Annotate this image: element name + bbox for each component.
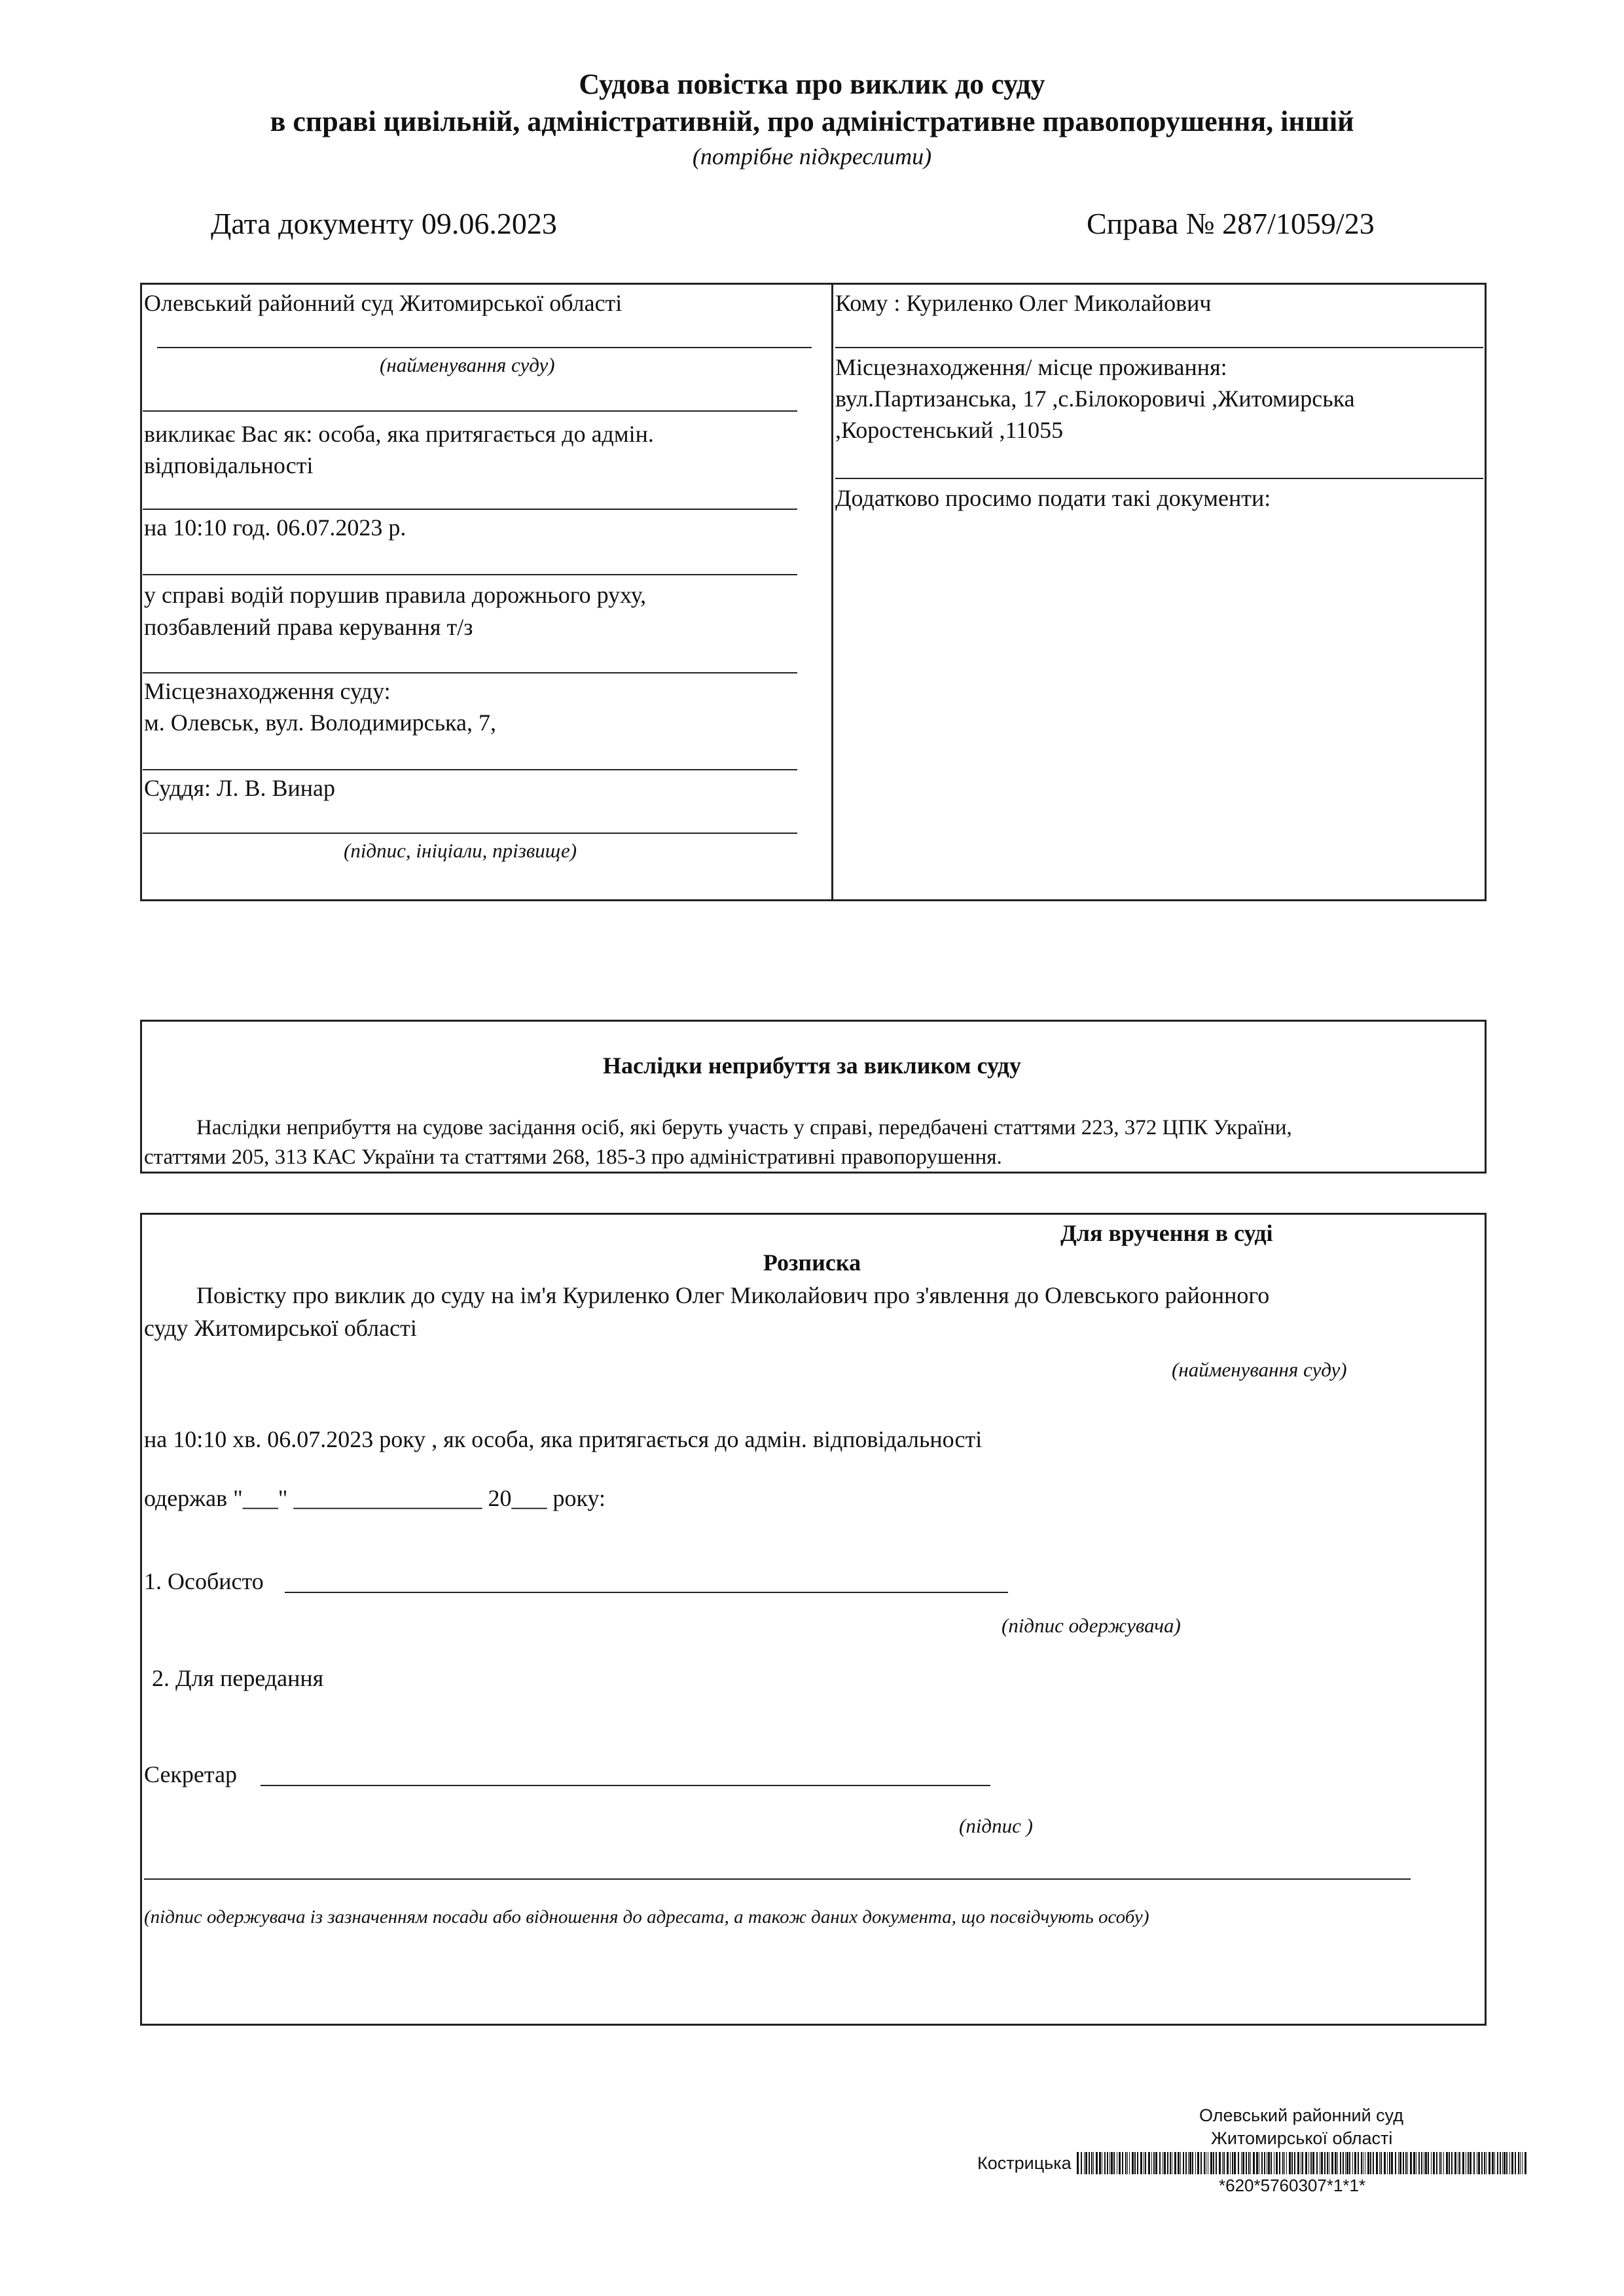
receipt-time-line: на 10:10 хв. 06.07.2023 року , як особа, яка притягається до адмін. відповідальності xyxy=(144,1426,983,1452)
barcode-bar xyxy=(1271,2152,1272,2174)
barcode-bar xyxy=(1506,2152,1507,2174)
barcode-bar xyxy=(1242,2152,1244,2174)
barcode-bar xyxy=(1189,2152,1191,2174)
hearing-time: на 10:10 год. 06.07.2023 р. xyxy=(144,514,406,541)
receipt-text: Повістку про виклик до суду на ім'я Куриленко Олег Миколайович про з'явлення до Олевського районного xyxy=(196,1282,1270,1308)
barcode-bar xyxy=(1294,2152,1295,2174)
barcode-bar xyxy=(1113,2152,1115,2174)
barcode xyxy=(1077,2152,1530,2174)
barcode-bar xyxy=(1137,2152,1138,2174)
stamp-region: Житомирської області xyxy=(1211,2128,1393,2148)
barcode-bar xyxy=(1410,2152,1412,2174)
barcode-bar xyxy=(1081,2152,1082,2174)
barcode-bar xyxy=(1134,2152,1136,2174)
barcode-bar xyxy=(1343,2152,1344,2174)
stamp-court-name: Олевський районний суд xyxy=(1199,2106,1404,2125)
received-date-line: одержав "___" ________________ 20___ року: xyxy=(144,1485,606,1511)
barcode-bar xyxy=(1367,2152,1369,2174)
barcode-bar xyxy=(1451,2152,1453,2174)
barcode-bar xyxy=(1227,2152,1229,2174)
barcode-bar xyxy=(1443,2152,1444,2174)
barcode-bar xyxy=(1210,2152,1212,2174)
barcode-bar xyxy=(1127,2152,1128,2174)
barcode-bar xyxy=(1197,2152,1199,2174)
barcode-bar xyxy=(1122,2152,1123,2174)
barcode-bar xyxy=(1446,2152,1448,2174)
barcode-bar xyxy=(1384,2152,1386,2174)
case-number: Справа № 287/1059/23 xyxy=(1087,207,1375,240)
barcode-bar xyxy=(1151,2152,1152,2174)
barcode-bar xyxy=(1119,2152,1121,2174)
barcode-bar xyxy=(1159,2152,1161,2174)
divider xyxy=(143,769,797,770)
divider xyxy=(143,509,797,510)
barcode-bar xyxy=(1327,2152,1328,2174)
barcode-bar xyxy=(1492,2152,1494,2174)
barcode-bar xyxy=(1085,2152,1087,2174)
barcode-bar xyxy=(1297,2152,1299,2174)
barcode-bar xyxy=(1486,2152,1487,2174)
barcode-bar xyxy=(1346,2152,1348,2174)
recipient-signature-hint: (підпис одержувача) xyxy=(1001,1614,1181,1637)
barcode-bar xyxy=(1096,2152,1098,2174)
documents-label: Додатково просимо подати такі документи: xyxy=(835,485,1271,511)
barcode-bar xyxy=(1148,2152,1150,2174)
address: вул.Партизанська, 17 ,с.Білокоровичі ,Житомирська xyxy=(835,386,1355,412)
barcode-bar xyxy=(1279,2152,1280,2174)
column-divider xyxy=(831,283,833,901)
divider xyxy=(835,347,1483,348)
barcode-bar xyxy=(1268,2152,1270,2174)
barcode-bar xyxy=(1234,2152,1236,2174)
barcode-bar xyxy=(1373,2152,1374,2174)
barcode-bar xyxy=(1284,2152,1285,2174)
barcode-bar xyxy=(1433,2152,1435,2174)
barcode-bar xyxy=(1497,2152,1498,2174)
barcode-bar xyxy=(1449,2152,1450,2174)
for-court-delivery: Для вручення в суді xyxy=(1060,1220,1273,1246)
recipient-details-line xyxy=(144,1878,1411,1880)
barcode-bar xyxy=(1340,2152,1341,2174)
barcode-bar xyxy=(1509,2152,1510,2174)
barcode-bar xyxy=(1188,2152,1189,2174)
barcode-bar xyxy=(1195,2152,1196,2174)
barcode-bar xyxy=(1361,2152,1362,2174)
barcode-bar xyxy=(1502,2152,1503,2174)
secretary-signature-line xyxy=(261,1785,990,1786)
barcode-bar xyxy=(1107,2152,1108,2174)
barcode-bar xyxy=(1324,2152,1326,2174)
barcode-bar xyxy=(1484,2152,1485,2174)
divider xyxy=(143,574,797,575)
barcode-bar xyxy=(1525,2152,1526,2174)
barcode-bar xyxy=(1405,2152,1407,2174)
secretary-signature-hint: (підпис ) xyxy=(959,1814,1033,1837)
barcode-bar xyxy=(1185,2152,1187,2174)
clerk-name: Кострицька xyxy=(977,2153,1072,2173)
barcode-bar xyxy=(1389,2152,1390,2174)
barcode-bar xyxy=(1354,2152,1356,2174)
barcode-bar xyxy=(1312,2152,1314,2174)
barcode-bar xyxy=(1167,2152,1168,2174)
barcode-bar xyxy=(1515,2152,1516,2174)
barcode-bar xyxy=(1219,2152,1221,2174)
barcode-bar xyxy=(1093,2152,1094,2174)
barcode-bar xyxy=(1376,2152,1378,2174)
barcode-bar xyxy=(1468,2152,1469,2174)
summons-as-continued: відповідальності xyxy=(144,452,314,478)
barcode-bar xyxy=(1204,2152,1205,2174)
barcode-bar xyxy=(1380,2152,1382,2174)
receipt-title: Розписка xyxy=(763,1249,861,1276)
court-location-label: Місцезнаходження суду: xyxy=(144,678,391,704)
barcode-bar xyxy=(1504,2152,1506,2174)
title-hint: (потрібне підкреслити) xyxy=(692,143,932,170)
barcode-bar xyxy=(1253,2152,1255,2174)
barcode-bar xyxy=(1345,2152,1346,2174)
barcode-bar xyxy=(1282,2152,1284,2174)
barcode-bar xyxy=(1216,2152,1217,2174)
consequences-text: Наслідки неприбуття на судове засідання осіб, які беруть участь у справі, передбачені статтями 223, 372 ЦПК України, xyxy=(196,1116,1292,1139)
barcode-bar xyxy=(1489,2152,1490,2174)
barcode-bar xyxy=(1241,2152,1242,2174)
barcode-bar xyxy=(1310,2152,1312,2174)
divider xyxy=(143,672,797,673)
barcode-bar xyxy=(1522,2152,1523,2174)
barcode-bar xyxy=(1418,2152,1420,2174)
barcode-bar xyxy=(1308,2152,1309,2174)
barcode-bar xyxy=(1174,2152,1176,2174)
barcode-text: *620*5760307*1*1* xyxy=(1219,2176,1366,2195)
barcode-bar xyxy=(1091,2152,1092,2174)
case-description-continued: позбавлений права керування т/з xyxy=(144,614,473,640)
barcode-bar xyxy=(1129,2152,1130,2174)
barcode-bar xyxy=(1111,2152,1113,2174)
barcode-bar xyxy=(1370,2152,1371,2174)
court-name-line xyxy=(157,347,812,348)
barcode-bar xyxy=(1291,2152,1293,2174)
barcode-bar xyxy=(1511,2152,1513,2174)
barcode-bar xyxy=(1518,2152,1519,2174)
barcode-bar xyxy=(1213,2152,1214,2174)
barcode-bar xyxy=(1232,2152,1233,2174)
barcode-bar xyxy=(1352,2152,1353,2174)
barcode-bar xyxy=(1321,2152,1323,2174)
barcode-bar xyxy=(1349,2152,1350,2174)
recipient: Кому : Куриленко Олег Миколайович xyxy=(835,290,1212,316)
barcode-bar xyxy=(1316,2152,1318,2174)
barcode-bar xyxy=(1441,2152,1442,2174)
barcode-bar xyxy=(1104,2152,1106,2174)
barcode-bar xyxy=(1246,2152,1247,2174)
address-label: Місцезнаходження/ місце проживання: xyxy=(835,354,1227,380)
barcode-bar xyxy=(1459,2152,1460,2174)
for-transfer-label: 2. Для передання xyxy=(152,1665,324,1691)
recipient-details-hint: (підпис одержувача із зазначенням посади або відношення до адресата, а також даних документа, що посвідчують особу) xyxy=(144,1907,1149,1928)
barcode-bar xyxy=(1481,2152,1483,2174)
address-continued: ,Коростенський ,11055 xyxy=(835,417,1064,443)
divider xyxy=(143,410,797,412)
barcode-bar xyxy=(1084,2152,1085,2174)
barcode-bar xyxy=(1337,2152,1338,2174)
judge: Суддя: Л. В. Винар xyxy=(144,775,335,801)
receipt-court-hint: (найменування суду) xyxy=(1172,1358,1347,1381)
barcode-bar xyxy=(1192,2152,1193,2174)
consequences-text-continued: статтями 205, 313 КАС України та статтями 268, 185-3 про адміністративні правопорушення. xyxy=(144,1145,1002,1169)
barcode-bar xyxy=(1413,2152,1415,2174)
consequences-title: Наслідки неприбуття за викликом суду xyxy=(603,1052,1021,1079)
summons-as-label: викликає Вас як: особа, яка притягається до адмін. xyxy=(144,421,654,447)
barcode-bar xyxy=(1264,2152,1265,2174)
barcode-bar xyxy=(1140,2152,1142,2174)
barcode-bar xyxy=(1178,2152,1180,2174)
barcode-bar xyxy=(1170,2152,1171,2174)
barcode-bar xyxy=(1478,2152,1480,2174)
barcode-bar xyxy=(1286,2152,1287,2174)
barcode-bar xyxy=(1248,2152,1250,2174)
barcode-bar xyxy=(1289,2152,1291,2174)
barcode-bar xyxy=(1398,2152,1399,2174)
barcode-bar xyxy=(1180,2152,1181,2174)
court-name: Олевський районний суд Житомирської області xyxy=(144,290,623,316)
barcode-bar xyxy=(1230,2152,1231,2174)
barcode-bar xyxy=(1421,2152,1422,2174)
barcode-bar xyxy=(1407,2152,1408,2174)
judge-signature-line xyxy=(143,833,797,834)
divider xyxy=(835,478,1483,479)
barcode-bar xyxy=(1470,2152,1471,2174)
barcode-bar xyxy=(1125,2152,1127,2174)
barcode-bar xyxy=(1145,2152,1146,2174)
barcode-bar xyxy=(1222,2152,1223,2174)
barcode-bar xyxy=(1305,2152,1307,2174)
barcode-bar xyxy=(1500,2152,1501,2174)
barcode-bar xyxy=(1276,2152,1278,2174)
court-location: м. Олевськ, вул. Володимирська, 7, xyxy=(144,709,496,736)
barcode-bar xyxy=(1077,2152,1079,2174)
barcode-bar xyxy=(1428,2152,1429,2174)
judge-hint: (підпис, ініціали, прізвище) xyxy=(344,839,577,862)
barcode-bar xyxy=(1391,2152,1393,2174)
barcode-bar xyxy=(1099,2152,1101,2174)
barcode-bar xyxy=(1256,2152,1258,2174)
barcode-bar xyxy=(1403,2152,1404,2174)
barcode-bar xyxy=(1520,2152,1521,2174)
recipient-signature-line xyxy=(285,1592,1008,1593)
barcode-bar xyxy=(1164,2152,1166,2174)
barcode-bar xyxy=(1473,2152,1475,2174)
barcode-bar xyxy=(1261,2152,1263,2174)
barcode-bar xyxy=(1223,2152,1225,2174)
barcode-bar xyxy=(1462,2152,1464,2174)
receipt-text-continued: суду Житомирської області xyxy=(144,1315,417,1341)
barcode-bar xyxy=(1132,2152,1134,2174)
barcode-bar xyxy=(1387,2152,1388,2174)
document-subtitle: в справі цивільній, адміністративній, про адміністративне правопорушення, іншій xyxy=(270,105,1354,137)
barcode-bar xyxy=(1399,2152,1401,2174)
barcode-bar xyxy=(1089,2152,1090,2174)
barcode-bar xyxy=(1431,2152,1432,2174)
court-name-hint: (найменування суду) xyxy=(380,353,555,376)
barcode-bar xyxy=(1155,2152,1157,2174)
barcode-bar xyxy=(1358,2152,1359,2174)
barcode-bar xyxy=(1494,2152,1495,2174)
barcode-bar xyxy=(1439,2152,1441,2174)
barcode-bar xyxy=(1436,2152,1437,2174)
document-date: Дата документу 09.06.2023 xyxy=(211,207,557,240)
barcode-bar xyxy=(1331,2152,1333,2174)
barcode-bar xyxy=(1238,2152,1239,2174)
case-description: у справі водій порушив правила дорожнього руху, xyxy=(144,582,647,608)
barcode-bar xyxy=(1153,2152,1155,2174)
barcode-bar xyxy=(1200,2152,1202,2174)
barcode-bar xyxy=(1425,2152,1427,2174)
barcode-bar xyxy=(1302,2152,1303,2174)
barcode-bar xyxy=(1379,2152,1380,2174)
barcode-bar xyxy=(1395,2152,1396,2174)
secretary-label: Секретар xyxy=(144,1761,238,1787)
barcode-bar xyxy=(1250,2152,1251,2174)
document-title: Судова повістка про виклик до суду xyxy=(579,68,1045,100)
barcode-bar xyxy=(1183,2152,1184,2174)
barcode-bar xyxy=(1454,2152,1456,2174)
personally-label: 1. Особисто xyxy=(144,1568,264,1594)
barcode-bar xyxy=(1335,2152,1337,2174)
